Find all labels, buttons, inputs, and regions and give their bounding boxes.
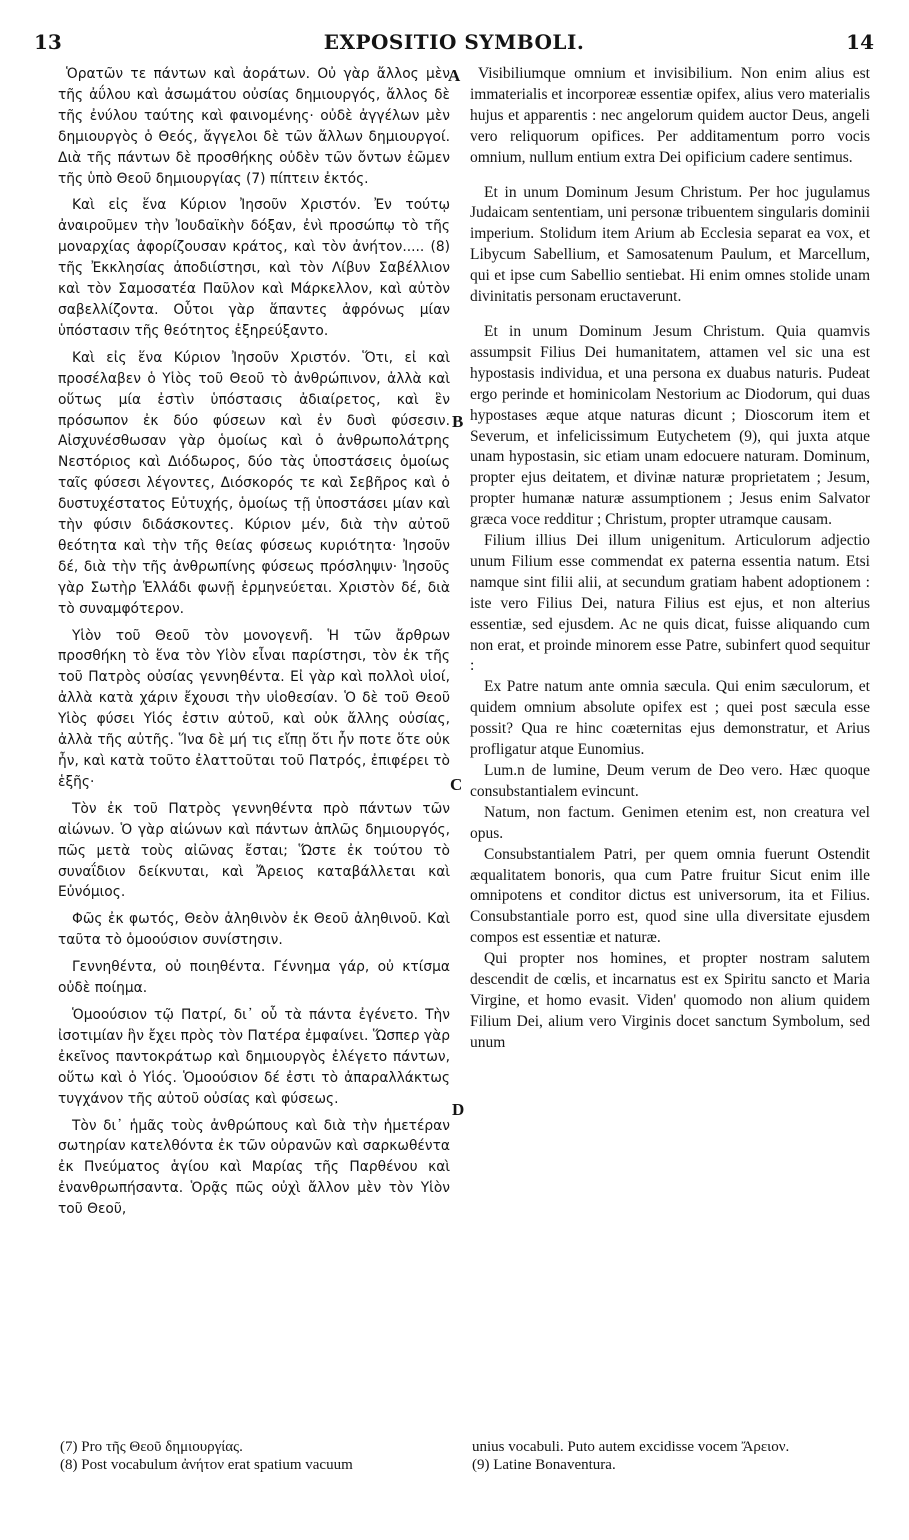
- running-title: EXPOSITIO SYMBOLI.: [323, 30, 585, 54]
- margin-marker-b: B: [452, 412, 464, 431]
- latin-paragraph: Visibiliumque omnium et invisibilium. Non enim alius est immaterialis et incorporeæ essentiæ opifex, alius vero materialis hujus et apparentis : nec angelorum quidem auctor Deus, angeli vero reliquorum opifices. Per additamentum porro vocis omnium, nullum entium extra Dei opificium cadere sentimus.: [470, 65, 870, 166]
- margin-marker-c: C: [450, 775, 463, 794]
- greek-paragraph: Φῶς ἐκ φωτός, Θεὸν ἀληθινὸν ἐκ Θεοῦ ἀληθινοῦ. Καὶ ταῦτα τὸ ὁμοούσιον συνίστησιν.: [58, 911, 450, 949]
- footnote: (7) Pro τῆς Θεοῦ δημιουργίας.: [60, 1439, 243, 1455]
- page-number-right: 14: [846, 30, 874, 54]
- margin-marker-a: A: [448, 66, 461, 85]
- greek-paragraph: Ὁμοούσιον τῷ Πατρί, δι᾽ οὗ τὰ πάντα ἐγένετο. Τὴν ἰσοτιμίαν ἣν ἔχει πρὸς τὸν Πατέρα ἐμφαίνει. Ὥσπερ γὰρ ἐκεῖνος παντοκράτωρ καὶ δημιουργὸς ἐλέγετο πάντων, οὕτω καὶ ὁ Υἱός. Ὁμοούσιον δέ ἐστι τὸ ἀπαραλλάκτως τυγχάνον τῆς αὐτοῦ οὐσίας καὶ φύσεως.: [58, 1006, 450, 1107]
- latin-paragraph: Et in unum Dominum Jesum Christum. Per hoc jugulamus Judaicam sententiam, uni personæ tribuentem singularis dominii imperium. Stolidum item Arium ab Ecclesia separat ea vox, et Libycum Sabellium, et Samosatenum Paulum, et Marcellum, qui et ipse cum Sabellio sentiebat. Hi enim omnes stolide unam divinitatis personam eructaverunt.: [470, 183, 870, 306]
- greek-paragraph: Υἱὸν τοῦ Θεοῦ τὸν μονογενῆ. Ἡ τῶν ἄρθρων προσθήκη τὸ ἕνα τὸν Υἱὸν εἶναι παρίστησι, τὸν ἐκ τῆς τοῦ Πατρὸς οὐσίας γεννηθέντα. Εἰ γὰρ καὶ πολλοὶ υἱοί, ἀλλὰ κατὰ χάριν ἔχουσι τὴν υἱοθεσίαν. Ὁ δὲ τοῦ Θεοῦ Υἱὸς φύσει Υἱός ἐστιν αὐτοῦ, καὶ οὐκ ἄλλης οὐσίας, ἀλλὰ τῆς αὐτῆς. Ἵνα δὲ μή τις εἴπῃ ὅτι ἦν ποτε ὅτε οὐκ ἦν, καὶ κατὰ τοῦτο ἐλαττοῦται τοῦ Πατρός, ἐπιφέρει τὸ ἑξῆς·: [58, 627, 450, 790]
- latin-paragraph: Lum.n de lumine, Deum verum de Deo vero. Hæc quoque consubstantialem evincunt.: [470, 762, 870, 800]
- latin-paragraph: Qui propter nos homines, et propter nostram salutem descendit de cœlis, et incarnatus est ex Spiritu sancto et Maria Virgine, et homo evasit. Viden' quomodo non alium quidem Filium Dei, alium vero Virginis docet sanctum Symbolum, sed unum: [470, 950, 870, 1051]
- latin-paragraph: Consubstantialem Patri, per quem omnia fuerunt Ostendit æqualitatem bonoris, qua cum Patre fruitur Sicut enim ille omnipotens et conditor dictus est universorum, ita et Filius. Consubstantiale porro est, quod sine ulla diversitate ejusdem compos est essentiæ et naturæ.: [470, 845, 870, 947]
- page-number-left: 13: [34, 30, 62, 54]
- greek-paragraph: Τὸν δι᾽ ἡμᾶς τοὺς ἀνθρώπους καὶ διὰ τὴν ἡμετέραν σωτηρίαν κατελθόντα ἐκ τῶν οὐρανῶν καὶ σαρκωθέντα ἐκ Πνεύματος ἁγίου καὶ Μαρίας τῆς Παρθένου καὶ ἐνανθρωπήσαντα. Ὁρᾷς πῶς οὐχὶ ἄλλον μὲν τὸν Υἱὸν τοῦ Θεοῦ,: [58, 1117, 450, 1218]
- footnotes-left: [60, 1438, 452, 1474]
- greek-paragraph: Τὸν ἐκ τοῦ Πατρὸς γεννηθέντα πρὸ πάντων τῶν αἰώνων. Ὁ γὰρ αἰώνων καὶ πάντων ἁπλῶς δημιουργός, πῶς μετὰ τοὺς αἰῶνας ἔσται; Ὥστε ἐκ τούτου τὸ συναΐδιον δείκνυται, καὶ Ἄρειος καταβάλλεται καὶ Εὐνόμιος.: [58, 800, 450, 901]
- greek-paragraph: Ὁρατῶν τε πάντων καὶ ἀοράτων. Οὐ γὰρ ἄλλος μὲν τῆς ἀΰλου καὶ ἀσωμάτου οὐσίας δημιουργός, ἄλλος δὲ τῆς ἐνύλου ταύτης καὶ φαινομένης· οὐδὲ ἀγγέλων μὲν δημιουργὸς ὁ Θεός, ἄγγελοι δὲ τῶν ἄλλων δημιουργοί. Διὰ τῆς πάντων δὲ προσθήκης οὐδὲν τῶν ὄντων ἐῶμεν τῆς ὑπὸ Θεοῦ δημιουργίας (7) πίπτειν ἐκτός.: [58, 66, 450, 187]
- footnotes-right: [472, 1438, 872, 1474]
- footnote: unius vocabuli. Puto autem excidisse vocem Ἄρειον.: [472, 1439, 790, 1455]
- greek-paragraph: Καὶ εἰς ἕνα Κύριον Ἰησοῦν Χριστόν. Ὅτι, εἰ καὶ προσέλαβεν ὁ Υἱὸς τοῦ Θεοῦ τὸ ἀνθρώπινον, ἀλλὰ καὶ οὕτως μία ἐστὶν ὑπόστασις ἀδιαίρετος, καὶ ἓν πρόσωπον ἐκ δύο φύσεων καὶ ἐν δυσὶ φύσεσιν. Αἰσχυνέσθωσαν γὰρ ὁμοίως καὶ ὁ ἀνθρωπολάτρης Νεστόριος καὶ Διόδωρος, δύο τὰς ὑποστάσεις ὁμοίως ταῖς φύσεσι λέγοντες, Διόσκορός τε καὶ Σεβῆρος καὶ ὁ δυστυχέστατος Εὐτυχής, ὁμοίως τῇ ὑποστάσει μίαν καὶ τὴν φύσιν διδάσκοντες. Κύριον μέν, διὰ τὴν αὐτοῦ θεότητα καὶ τὴν τῆς θείας φύσεως κυριότητα· Ἰησοῦν δέ, διὰ τὴν τῆς ἀνθρωπίνης φύσεως πρόσληψιν· Ἰησοῦς γὰρ Σωτὴρ Ἑλλάδι φωνῇ ἑρμηνεύεται. Χριστὸν δέ, διὰ τὸ συναμφότερον.: [58, 349, 450, 617]
- latin-paragraph: Et in unum Dominum Jesum Christum. Quia quamvis assumpsit Filius Dei humanitatem, attamen vel sic una est hypostasis individua, et una persona ex duabus naturis. Pudeat ergo perinde et hominicolam Nestorium ac Diodorum, qui duas hypostases æque atque naturas dicunt ; Dioscorum item et Severum, et infelicissimum Eutychetem (9), qui juxta atque unam hypostasin, sic etiam unam edocuere naturam. Dominum, propter ejus deitatem, et divinæ naturæ proprietatem ; Jesum, propter humanæ naturæ assumptionem ; Jesus enim Salvator græca voce redditur ; Christum, propter utramque causam.: [470, 322, 870, 529]
- latin-column: [470, 64, 870, 1054]
- greek-column: [58, 64, 450, 1226]
- latin-paragraph: Ex Patre natum ante omnia sæcula. Qui enim sæculorum, et quidem omnium absolute opifex est ; quei post sæcula esse possit? Qua re hinc coæternitas ejus demonstratur, et Arius profligatur atque Eunomius.: [470, 678, 870, 759]
- greek-paragraph: Καὶ εἰς ἕνα Κύριον Ἰησοῦν Χριστόν. Ἐν τούτῳ ἀναιροῦμεν τὴν Ἰουδαϊκὴν δόξαν, ἐνὶ προσώπῳ τὸ τῆς μοναρχίας ἀφορίζουσαν κράτος, καὶ τὸν ἀνήτον..... (8) τῆς Ἐκκλησίας ἀποδιίστησι, καὶ τὸν Λίβυν Σαβέλλιον καὶ τὸν Σαμοσατέα Παῦλον καὶ Μάρκελλον, καὶ αὐτὸν σαβελλίζοντα. Οὗτοι γὰρ ἅπαντες ἀφρόνως μίαν ὑπόστασιν τῆς θεότητος ἐξηρεύξαντο.: [58, 197, 450, 339]
- margin-marker-d: D: [452, 1100, 465, 1119]
- latin-paragraph: Natum, non factum. Genimen etenim est, non creatura vel opus.: [470, 803, 870, 842]
- footnote: (8) Post vocabulum ἀνήτον erat spatium vacuum: [60, 1457, 353, 1473]
- greek-paragraph: Γεννηθέντα, οὐ ποιηθέντα. Γέννημα γάρ, οὐ κτίσμα οὐδὲ ποίημα.: [58, 959, 450, 997]
- footnote: (9) Latine Bonaventura.: [472, 1457, 616, 1473]
- latin-paragraph: Filium illius Dei illum unigenitum. Articulorum adjectio unum Filium esse commendat ex paterna essentia natum. Etsi namque sint filii alii, at secundum gratiam habent adoptionem : iste vero Filius Dei, natura Filius est ejus, et non alterius essentiæ, sed ejusdem. Ac ne quis dicat, fuisse aliquando cum non erat, et proinde minorem esse Patre, subinfert quod sequitur :: [470, 532, 870, 675]
- page-header: [34, 30, 874, 64]
